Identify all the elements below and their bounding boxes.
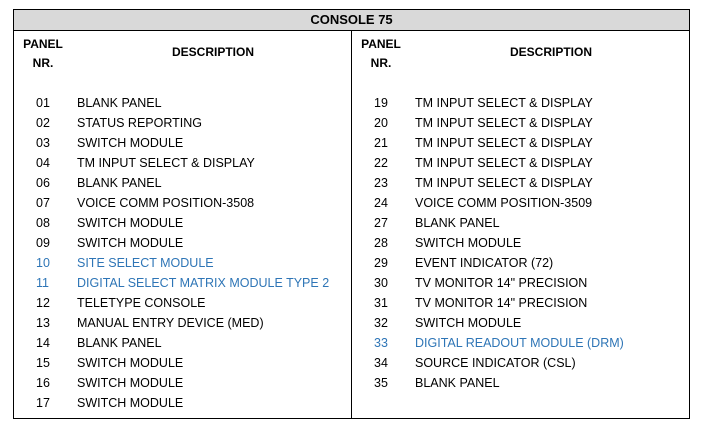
panel-description: SITE SELECT MODULE [77,256,214,270]
panel-description: SWITCH MODULE [77,396,184,410]
panel-number: 08 [36,216,50,230]
panel-description: SWITCH MODULE [415,316,522,330]
right-rows [352,93,690,393]
panel-number: 31 [374,296,388,310]
panel-number: 34 [374,356,388,370]
panel-description: DIGITAL READOUT MODULE (DRM) [415,336,624,350]
panel-description: SWITCH MODULE [77,356,184,370]
table-row [352,213,690,233]
panel-number: 09 [36,236,50,250]
table-row [352,313,690,333]
panel-number: 35 [374,376,388,390]
panel-description: TM INPUT SELECT & DISPLAY [415,96,593,110]
table-row [14,213,352,233]
panel-number: 14 [36,336,50,350]
panel-number: 10 [36,256,50,270]
panel-number: 04 [36,156,50,170]
panel-number: 02 [36,116,50,130]
panel-number: 33 [374,336,388,350]
table-row [352,233,690,253]
panel-description: TM INPUT SELECT & DISPLAY [77,156,255,170]
table-title: CONSOLE 75 [14,10,689,31]
table-row [352,153,690,173]
description-header: DESCRIPTION [509,45,592,59]
table-row [14,253,352,273]
panel-number: 19 [374,96,388,110]
panel-number: 30 [374,276,388,290]
panel-number: 12 [36,296,50,310]
panel-description: BLANK PANEL [415,216,500,230]
panel-number: 16 [36,376,50,390]
panel-number: 15 [36,356,50,370]
description-header: DESCRIPTION [171,45,254,59]
panel-number: 28 [374,236,388,250]
panel-number: 29 [374,256,388,270]
panel-number: 32 [374,316,388,330]
panel-nr-header-line2: NR. [370,56,392,70]
panel-description: SWITCH MODULE [77,216,184,230]
table-row [14,133,352,153]
panel-nr-header [352,35,410,73]
panel-nr-header-line1: PANEL [361,37,401,51]
table-row [352,193,690,213]
panel-number: 01 [36,96,50,110]
panel-number: 21 [374,136,388,150]
panel-nr-header-line1: PANEL [23,37,63,51]
panel-description: TM INPUT SELECT & DISPLAY [415,156,593,170]
panel-description: VOICE COMM POSITION-3509 [415,196,593,210]
table-row [352,133,690,153]
panel-number: 17 [36,396,50,410]
panel-number: 07 [36,196,50,210]
table-row [14,353,352,373]
panel-number: 11 [36,276,49,290]
table-row [352,273,690,293]
table-row [14,93,352,113]
panel-description: TV MONITOR 14" PRECISION [415,296,588,310]
panel-description: TELETYPE CONSOLE [77,296,206,310]
table-row [352,293,690,313]
table-row [14,153,352,173]
panel-description: VOICE COMM POSITION-3508 [77,196,255,210]
table-row [14,313,352,333]
table-row [14,173,352,193]
panel-description: DIGITAL SELECT MATRIX MODULE TYPE 2 [77,276,330,290]
panel-number: 13 [36,316,50,330]
table-row [14,193,352,213]
panel-number: 22 [374,156,388,170]
panel-number: 27 [374,216,388,230]
right-column [352,31,690,419]
left-rows [14,93,352,413]
panel-number: 20 [374,116,388,130]
table-row [352,173,690,193]
table-row [352,93,690,113]
table-row [14,373,352,393]
panel-nr-header-line2: NR. [32,56,54,70]
panel-description: TM INPUT SELECT & DISPLAY [415,176,593,190]
panel-description: BLANK PANEL [415,376,500,390]
panel-description: BLANK PANEL [77,176,162,190]
table-row [352,373,690,393]
panel-description: TM INPUT SELECT & DISPLAY [415,136,593,150]
table-row [352,113,690,133]
panel-description: TM INPUT SELECT & DISPLAY [415,116,593,130]
panel-number: 03 [36,136,50,150]
table-row [14,393,352,413]
panel-description: STATUS REPORTING [77,116,203,130]
table-row [352,353,690,373]
panel-nr-header [14,35,72,73]
table-row [352,253,690,273]
panel-number: 23 [374,176,388,190]
panel-description: EVENT INDICATOR (72) [415,256,554,270]
table-row [14,233,352,253]
panel-description: BLANK PANEL [77,96,162,110]
left-column [14,31,352,419]
panel-description: SWITCH MODULE [77,376,184,390]
panel-number: 06 [36,176,50,190]
table-row [352,333,690,353]
table-row [14,113,352,133]
panel-description: SWITCH MODULE [415,236,522,250]
panel-description: TV MONITOR 14" PRECISION [415,276,588,290]
table-row [14,273,352,293]
panel-description: MANUAL ENTRY DEVICE (MED) [77,316,264,330]
panel-description: SOURCE INDICATOR (CSL) [415,356,576,370]
panel-number: 24 [374,196,388,210]
panel-description: SWITCH MODULE [77,136,184,150]
table-row [14,293,352,313]
table-row [14,333,352,353]
panel-description: BLANK PANEL [77,336,162,350]
panel-description: SWITCH MODULE [77,236,184,250]
console-table [13,9,690,419]
